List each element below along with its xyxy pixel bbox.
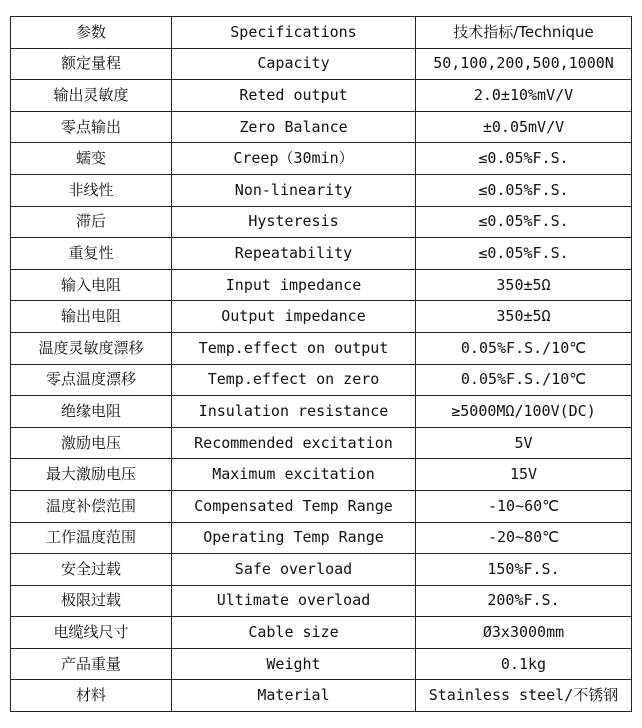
- row-en-label: Zero Balance: [172, 111, 416, 143]
- table-row: [11, 396, 632, 428]
- row-cn-label: 零点温度漂移: [11, 364, 172, 396]
- table-row: [11, 80, 632, 112]
- table-row: [11, 301, 632, 333]
- table-row: [11, 174, 632, 206]
- row-cn-label: 零点输出: [11, 111, 172, 143]
- row-cn-label: 额定量程: [11, 48, 172, 80]
- table-row: [11, 680, 632, 712]
- row-cn-label: 输入电阻: [11, 269, 172, 301]
- table-row: [11, 206, 632, 238]
- table-row: [11, 585, 632, 617]
- row-value: 2.0±10%mV/V: [416, 80, 632, 112]
- row-cn-label: 绝缘电阻: [11, 396, 172, 428]
- table-row: [11, 143, 632, 175]
- row-en-label: Ultimate overload: [172, 585, 416, 617]
- row-cn-label: 输出灵敏度: [11, 80, 172, 112]
- table-header-row: [11, 17, 632, 49]
- table-row: [11, 522, 632, 554]
- row-en-label: Output impedance: [172, 301, 416, 333]
- row-en-label: Creep（30min）: [172, 143, 416, 175]
- row-en-label: Reted output: [172, 80, 416, 112]
- row-value: ≤0.05%F.S.: [416, 143, 632, 175]
- row-value: ≥5000MΩ/100V(DC): [416, 396, 632, 428]
- table-row: [11, 364, 632, 396]
- row-value: 200%F.S.: [416, 585, 632, 617]
- row-en-label: Operating Temp Range: [172, 522, 416, 554]
- row-value: 350±5Ω: [416, 269, 632, 301]
- row-value: -20~80℃: [416, 522, 632, 554]
- row-cn-label: 非线性: [11, 174, 172, 206]
- row-value: -10~60℃: [416, 490, 632, 522]
- table-row: [11, 332, 632, 364]
- row-value: 50,100,200,500,1000N: [416, 48, 632, 80]
- row-value: ≤0.05%F.S.: [416, 238, 632, 270]
- table-row: [11, 490, 632, 522]
- row-value: 150%F.S.: [416, 554, 632, 586]
- row-en-label: Input impedance: [172, 269, 416, 301]
- row-en-label: Material: [172, 680, 416, 712]
- row-value: 15V: [416, 459, 632, 491]
- row-value: Ø3x3000mm: [416, 617, 632, 649]
- row-en-label: Hysteresis: [172, 206, 416, 238]
- row-value: Stainless steel/不锈钢: [416, 680, 632, 712]
- row-en-label: Capacity: [172, 48, 416, 80]
- specifications-table: [10, 16, 632, 712]
- row-en-label: Safe overload: [172, 554, 416, 586]
- row-value: 5V: [416, 427, 632, 459]
- header-technique: 技术指标/Technique: [416, 17, 632, 49]
- row-cn-label: 安全过载: [11, 554, 172, 586]
- table-row: [11, 269, 632, 301]
- row-cn-label: 电缆线尺寸: [11, 617, 172, 649]
- row-cn-label: 温度灵敏度漂移: [11, 332, 172, 364]
- row-en-label: Temp.effect on zero: [172, 364, 416, 396]
- header-parameter: 参数: [11, 17, 172, 49]
- row-value: ≤0.05%F.S.: [416, 174, 632, 206]
- row-en-label: Weight: [172, 648, 416, 680]
- row-cn-label: 重复性: [11, 238, 172, 270]
- table-row: [11, 648, 632, 680]
- row-value: 0.1kg: [416, 648, 632, 680]
- row-en-label: Maximum excitation: [172, 459, 416, 491]
- row-en-label: Temp.effect on output: [172, 332, 416, 364]
- row-cn-label: 蠕变: [11, 143, 172, 175]
- row-en-label: Recommended excitation: [172, 427, 416, 459]
- table-row: [11, 238, 632, 270]
- table-row: [11, 111, 632, 143]
- row-cn-label: 材料: [11, 680, 172, 712]
- table-row: [11, 48, 632, 80]
- row-cn-label: 输出电阻: [11, 301, 172, 333]
- row-en-label: Non-linearity: [172, 174, 416, 206]
- row-cn-label: 最大激励电压: [11, 459, 172, 491]
- row-cn-label: 产品重量: [11, 648, 172, 680]
- row-cn-label: 温度补偿范围: [11, 490, 172, 522]
- table-row: [11, 459, 632, 491]
- table-row: [11, 554, 632, 586]
- row-value: ±0.05mV/V: [416, 111, 632, 143]
- row-en-label: Compensated Temp Range: [172, 490, 416, 522]
- row-cn-label: 极限过载: [11, 585, 172, 617]
- row-en-label: Insulation resistance: [172, 396, 416, 428]
- row-cn-label: 滞后: [11, 206, 172, 238]
- row-cn-label: 工作温度范围: [11, 522, 172, 554]
- table-row: [11, 617, 632, 649]
- row-en-label: Cable size: [172, 617, 416, 649]
- table-row: [11, 427, 632, 459]
- row-value: 0.05%F.S./10℃: [416, 364, 632, 396]
- header-specifications: Specifications: [172, 17, 416, 49]
- row-cn-label: 激励电压: [11, 427, 172, 459]
- row-value: ≤0.05%F.S.: [416, 206, 632, 238]
- row-en-label: Repeatability: [172, 238, 416, 270]
- row-value: 350±5Ω: [416, 301, 632, 333]
- row-value: 0.05%F.S./10℃: [416, 332, 632, 364]
